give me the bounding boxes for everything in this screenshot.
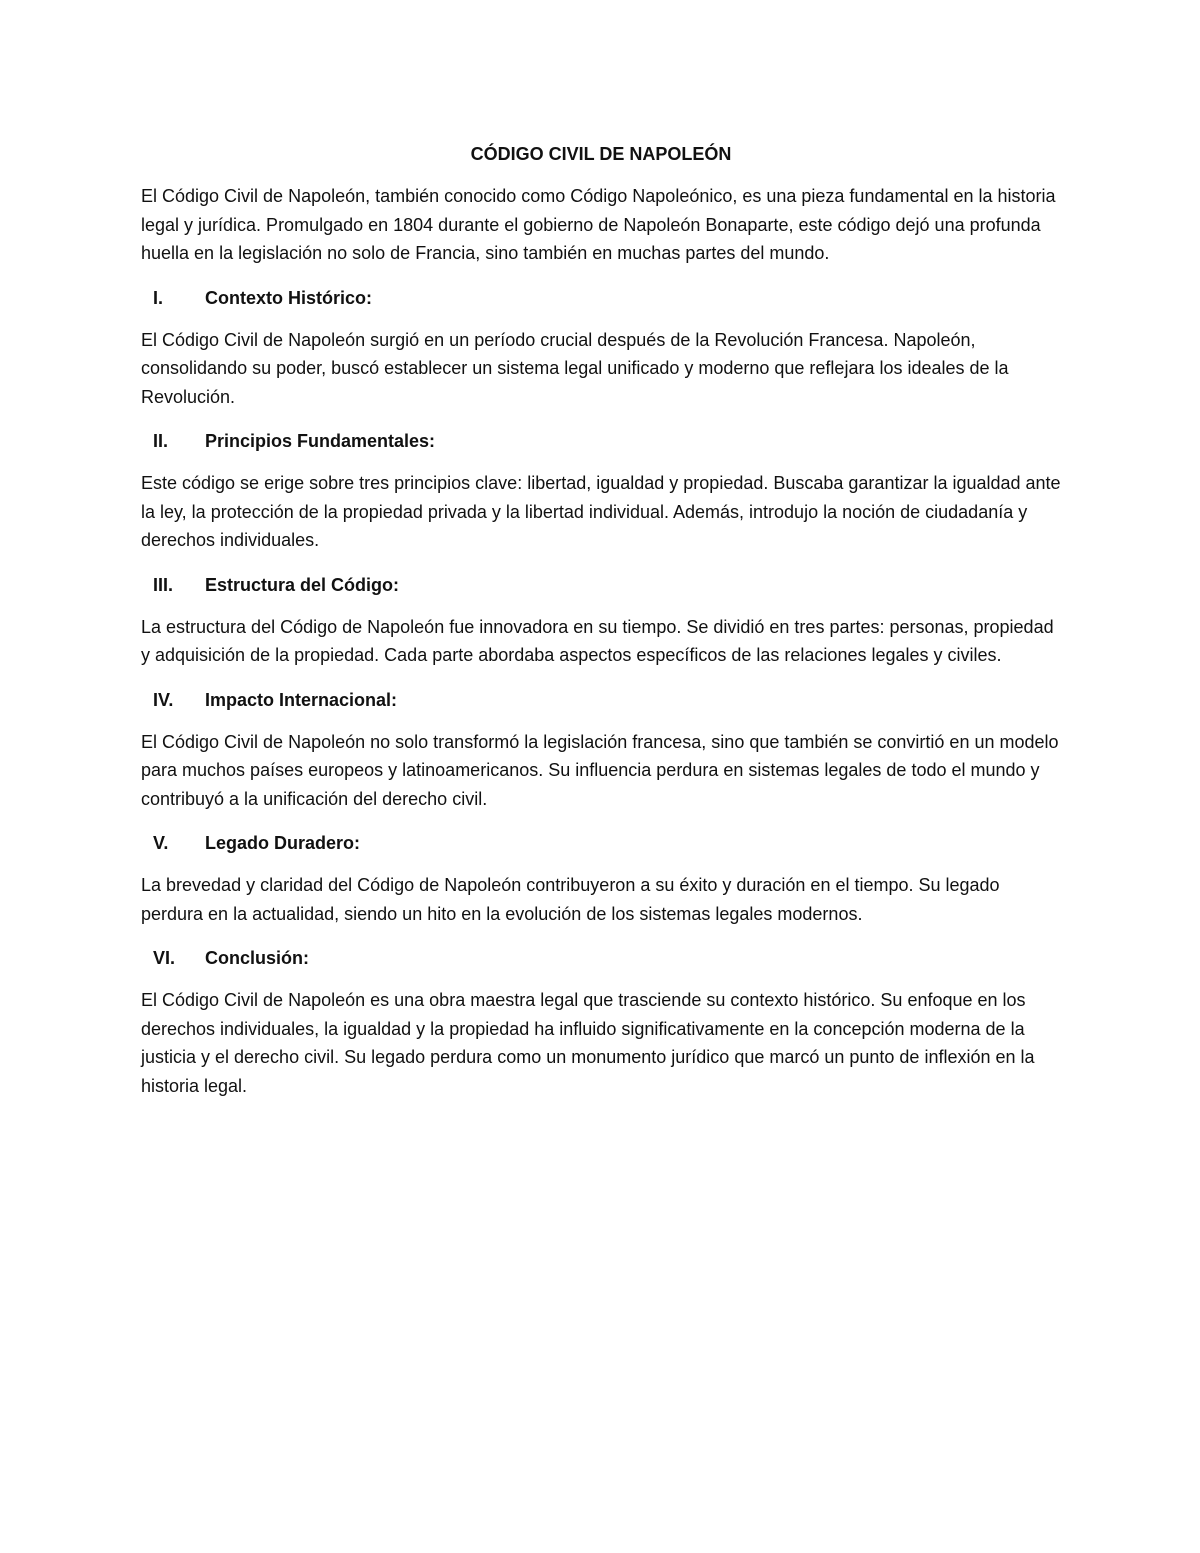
section-number: VI. bbox=[153, 948, 176, 968]
section-3 bbox=[141, 571, 1061, 670]
section-title: Legado Duradero: bbox=[205, 833, 361, 853]
section-heading bbox=[141, 944, 1061, 972]
section-body: El Código Civil de Napoleón surgió en un período crucial después de la Revolución Francesa. Napoleón, consolidando su poder, buscó establecer un sistema legal unificado y moderno que reflejara los ideales de la Revolución. bbox=[141, 329, 1009, 407]
section-number: II. bbox=[153, 431, 169, 451]
section-title: Impacto Internacional: bbox=[205, 689, 398, 710]
section-number: I. bbox=[153, 287, 164, 308]
section-body: El Código Civil de Napoleón no solo transformó la legislación francesa, sino que también se convirtió en un modelo para muchos países europeos y latinoamericanos. Su influencia perdura en sistemas legales de todo el mundo y contribuyó a la unificación del derecho civil. bbox=[141, 731, 1059, 809]
document-title: CÓDIGO CIVIL DE NAPOLEÓN bbox=[470, 144, 732, 164]
section-5 bbox=[141, 829, 1061, 928]
section-title: Contexto Histórico: bbox=[205, 287, 373, 308]
section-number: III. bbox=[153, 574, 174, 595]
section-2 bbox=[141, 427, 1061, 555]
section-6 bbox=[141, 944, 1061, 1100]
section-title: Estructura del Código: bbox=[205, 574, 400, 595]
section-title: Conclusión: bbox=[205, 948, 309, 968]
section-heading bbox=[141, 686, 1061, 714]
section-1 bbox=[141, 284, 1061, 412]
document-content bbox=[141, 140, 1061, 1116]
section-heading bbox=[141, 427, 1061, 455]
section-body: La brevedad y claridad del Código de Napoleón contribuyeron a su éxito y duración en el tiempo. Su legado perdura en la actualidad, siendo un hito en la evolución de los sistemas legales modernos. bbox=[141, 875, 1000, 924]
section-number: V. bbox=[153, 833, 169, 853]
section-body: El Código Civil de Napoleón es una obra maestra legal que trasciende su contexto histórico. Su enfoque en los derechos individuales, la igualdad y la propiedad ha influido significativamente en la concepción moderna de la justicia y el derecho civil. Su legado perdura como un monumento jurídico que marcó un punto de inflexión en la historia legal. bbox=[141, 990, 1035, 1096]
section-heading bbox=[141, 829, 1061, 857]
intro-paragraph: El Código Civil de Napoleón, también conocido como Código Napoleónico, es una pieza fundamental en la historia legal y jurídica. Promulgado en 1804 durante el gobierno de Napoleón Bonaparte, este código dejó una profunda huella en la legislación no solo de Francia, sino también en muchas partes del mundo. bbox=[141, 186, 1056, 263]
section-heading bbox=[141, 284, 1061, 312]
section-body: La estructura del Código de Napoleón fue innovadora en su tiempo. Se dividió en tres partes: personas, propiedad y adquisición de la propiedad. Cada parte abordaba aspectos específicos de las relaciones legales y civiles. bbox=[141, 616, 1054, 665]
section-heading bbox=[141, 571, 1061, 599]
section-number: IV. bbox=[153, 689, 174, 710]
section-body: Este código se erige sobre tres principios clave: libertad, igualdad y propiedad. Buscaba garantizar la igualdad ante la ley, la protección de la propiedad privada y la libertad individual. Además, introdujo la noción de ciudadanía y derechos individuales. bbox=[141, 473, 1061, 550]
section-4 bbox=[141, 686, 1061, 814]
section-title: Principios Fundamentales: bbox=[205, 431, 436, 451]
